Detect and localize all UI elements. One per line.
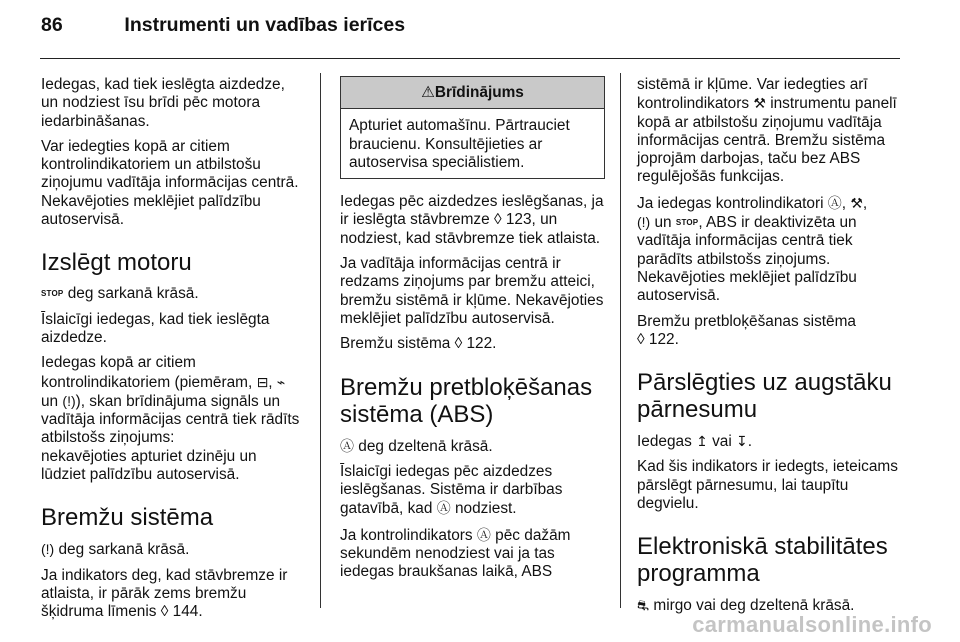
watermark: carmanualsonline.info: [692, 612, 932, 637]
column-divider: [620, 73, 621, 608]
paragraph: Ja vadītāja informācijas centrā ir redzams ziņojums par bremžu atteici, bremžu sistēmā ir kļūme. Nekavējoties meklējiet palīdzību autoservisā.: [340, 255, 604, 327]
page-ref-icon: ◊: [454, 335, 463, 353]
engine-icon: ⊟: [256, 373, 269, 390]
page-ref-icon: ◊: [160, 603, 169, 621]
warning-box: [340, 76, 605, 179]
paragraph: Iedegas pēc aizdedzes ieslēgšanas, ja ir ieslēgta stāvbremze ◊ 123, un nodziest, kad stāvbremze tiek atlaista.: [340, 193, 604, 247]
brake-icon: (!): [637, 214, 651, 231]
wrench-icon: ⚒: [753, 95, 766, 112]
warning-triangle-icon: ⚠: [421, 84, 435, 101]
page-title: Instrumenti un vadības ierīces: [124, 14, 406, 36]
stop-icon: STOP: [41, 289, 64, 299]
abs-icon: Ⓐ: [340, 437, 354, 454]
paragraph: Iedegas kopā ar citiem kontrolindikatoriem (piemēram, ⊟, ⌁ un (!)), skan brīdinājuma signāls un vadītāja informācijas centrā tiek rādīts atbilstošs ziņojums: nekavējoties apturiet dzinēju un lūdziet palīdzību autoservisā.: [41, 354, 300, 484]
page-header: [41, 14, 405, 37]
paragraph: sistēmā ir kļūme. Var iedegties arī kontrolindikators ⚒ instrumentu panelī kopā ar atbilstošu ziņojumu vadītāja informācijas centrā. Bremžu sistēma joprojām darbojas, taču bez ABS regulējošās funkcijas.: [637, 76, 897, 186]
oil-icon: ⌁: [276, 373, 286, 390]
paragraph: Iedegas ↥ vai ↧.: [637, 433, 753, 451]
section-heading-brake-system: Bremžu sistēma: [41, 504, 214, 532]
paragraph: Ⓐ deg dzeltenā krāsā.: [340, 437, 493, 455]
warning-body: Apturiet automašīnu. Pārtrauciet braucienu. Konsultējieties ar autoservisa speciālistiem.: [349, 117, 570, 171]
brake-icon: (!): [62, 392, 76, 409]
section-heading-abs: Bremžu pretbloķēšanas sistēma (ABS): [340, 373, 593, 428]
abs-icon: Ⓐ: [476, 526, 491, 543]
paragraph: Var iedegties kopā ar citiem kontrolindikatoriem un atbilstošu ziņojumu vadītāja informācijas centrā. Nekavējoties meklējiet palīdzību autoservisā.: [41, 137, 299, 229]
paragraph: STOP deg sarkanā krāsā.: [41, 285, 199, 303]
section-heading-upshift: Pārslēgties uz augstāku pārnesumu: [637, 369, 892, 424]
abs-icon: Ⓐ: [827, 194, 842, 211]
column-divider: [320, 73, 321, 608]
paragraph: Ja kontrolindikators Ⓐ pēc dažām sekundēm nenodziest vai ja tas iedegas braukšanas laikā, ABS: [340, 526, 571, 581]
upshift-icon: ↥: [696, 433, 708, 450]
paragraph: ⛐ mirgo vai deg dzeltenā krāsā.: [637, 597, 855, 615]
esp-icon: ⛐: [637, 597, 650, 614]
page-number: 86: [41, 14, 63, 36]
paragraph: (!) deg sarkanā krāsā.: [41, 541, 190, 559]
section-heading-stop-engine: Izslēgt motoru: [41, 249, 192, 277]
paragraph: Ja indikators deg, kad stāvbremze ir atlaista, ir pārāk zems bremžu šķidruma līmenis ◊ 144.: [41, 566, 288, 621]
stop-icon: STOP: [675, 218, 699, 228]
paragraph: Bremžu pretbloķēšanas sistēma ◊ 122.: [637, 312, 856, 348]
paragraph: Kad šis indikators ir iedegts, ieteicams pārslēgt pārnesumu, lai taupītu degvielu.: [637, 458, 898, 513]
warning-header: ⚠Brīdinājums: [341, 77, 604, 109]
paragraph: Īslaicīgi iedegas, kad tiek ieslēgta aizdedze.: [41, 310, 270, 346]
page-ref-icon: ◊: [637, 330, 645, 348]
abs-icon: Ⓐ: [436, 500, 451, 517]
column-2: [340, 76, 605, 589]
section-heading-esp: Elektroniskā stabilitātes programma: [637, 533, 888, 588]
column-1: [41, 76, 305, 629]
paragraph: Iedegas, kad tiek ieslēgta aizdedze, un nodziest īsu brīdi pēc motora iedarbināšanas.: [41, 76, 285, 130]
header-rule: [40, 58, 900, 59]
downshift-icon: ↧: [736, 433, 748, 450]
paragraph: Bremžu sistēma ◊ 122.: [340, 335, 497, 353]
page-ref-icon: ◊: [493, 211, 502, 229]
paragraph: Ja iedegas kontrolindikatori Ⓐ, ⚒, (!) un STOP, ABS ir deaktivizēta un vadītāja informācijas centrā tiek parādīts atbilstošs ziņojums. Nekavējoties meklējiet palīdzību autoservisā.: [637, 194, 868, 305]
brake-icon: (!): [41, 541, 55, 558]
paragraph: Īslaicīgi iedegas pēc aizdedzes ieslēgšanas. Sistēma ir darbības gatavībā, kad Ⓐ nodziest.: [340, 462, 563, 518]
wrench-icon: ⚒: [850, 194, 863, 211]
column-3: [637, 76, 902, 623]
